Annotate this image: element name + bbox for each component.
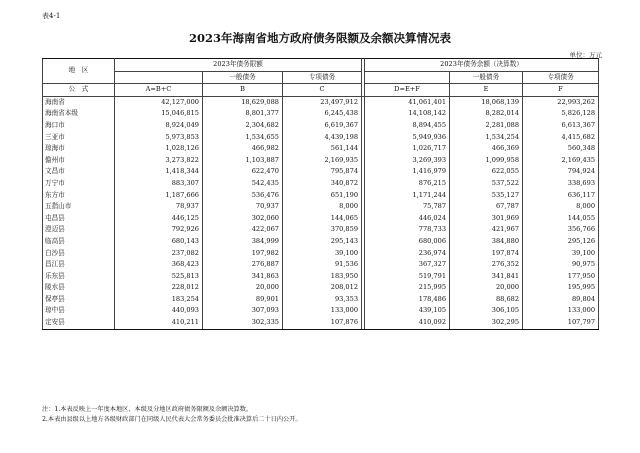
region-name: 海口市: [43, 120, 115, 132]
table-row: [43, 282, 599, 294]
page-title: 2023年海南省地方政府债务限额及余额决算情况表: [188, 31, 451, 45]
balance-special: 177,950: [523, 271, 599, 283]
limit-total: 440,093: [115, 305, 203, 317]
limit-total: 5,973,853: [115, 132, 203, 144]
region-header: 地 区: [43, 59, 115, 84]
table-row: [43, 166, 599, 178]
balance-special: 90,975: [523, 259, 599, 271]
balance-special: 22,993,262: [523, 96, 599, 108]
balance-special: 89,804: [523, 294, 599, 306]
region-name: 琼中县: [43, 305, 115, 317]
balance-special: 133,000: [523, 305, 599, 317]
balance-general: 20,000: [450, 282, 523, 294]
limit-special: 133,000: [283, 305, 362, 317]
limit-total: 237,082: [115, 248, 203, 260]
formula-f: F: [523, 84, 599, 97]
limit-special: 795,874: [283, 166, 362, 178]
balance-general: 535,127: [450, 190, 523, 202]
balance-total: 14,108,142: [365, 108, 450, 120]
limit-general: 70,937: [203, 201, 283, 213]
limit-general: 2,304,682: [203, 120, 283, 132]
balance-general: 1,099,958: [450, 155, 523, 167]
header-row-group: [43, 59, 599, 72]
limit-total: 228,012: [115, 282, 203, 294]
balance-total: 215,995: [365, 282, 450, 294]
balance-special: 5,826,128: [523, 108, 599, 120]
balance-total: 876,215: [365, 178, 450, 190]
balance-general: 466,369: [450, 143, 523, 155]
limit-general: 302,060: [203, 213, 283, 225]
limit-general: 536,476: [203, 190, 283, 202]
limit-total: 3,273,822: [115, 155, 203, 167]
balance-total: 680,006: [365, 236, 450, 248]
region-name: 海南省本级: [43, 108, 115, 120]
region-name: 琼海市: [43, 143, 115, 155]
table-row: [43, 224, 599, 236]
footnote-1: 注：1.本表反映上一年度本地区、本级及分地区政府债务限额及余额决算数。: [42, 406, 253, 413]
balance-special: 2,169,435: [523, 155, 599, 167]
limit-special: 295,143: [283, 236, 362, 248]
balance-general: 537,522: [450, 178, 523, 190]
balance-total: 778,733: [365, 224, 450, 236]
balance-special: 794,924: [523, 166, 599, 178]
limit-total: 680,143: [115, 236, 203, 248]
limit-special: 39,100: [283, 248, 362, 260]
balance-total: 439,105: [365, 305, 450, 317]
balance-special: 39,100: [523, 248, 599, 260]
limit-general: 341,863: [203, 271, 283, 283]
balance-general: 421,967: [450, 224, 523, 236]
limit-special: 6,619,367: [283, 120, 362, 132]
balance-total: 1,416,979: [365, 166, 450, 178]
table-row: [43, 259, 599, 271]
balance-special: 338,693: [523, 178, 599, 190]
region-name: 五指山市: [43, 201, 115, 213]
region-name: 定安县: [43, 317, 115, 329]
limit-general: 1,534,655: [203, 132, 283, 144]
region-name: 保亭县: [43, 294, 115, 306]
formula-row: [43, 84, 599, 97]
balance-general: 306,105: [450, 305, 523, 317]
limit-total: 1,187,666: [115, 190, 203, 202]
limit-total: 1,418,344: [115, 166, 203, 178]
region-name: 海南省: [43, 96, 115, 108]
limit-total: 792,926: [115, 224, 203, 236]
balance-total: 41,061,401: [365, 96, 450, 108]
limit-total: 8,924,049: [115, 120, 203, 132]
region-name: 临高县: [43, 236, 115, 248]
balance-general: 301,969: [450, 213, 523, 225]
balance-general: 341,841: [450, 271, 523, 283]
region-name: 三亚市: [43, 132, 115, 144]
limit-general: 18,629,088: [203, 96, 283, 108]
limit-general: 89,901: [203, 294, 283, 306]
limit-special: 208,012: [283, 282, 362, 294]
formula-e: E: [450, 84, 523, 97]
limit-general-header: 一般债务: [203, 71, 283, 84]
balance-special: 107,797: [523, 317, 599, 329]
limit-special: 23,497,912: [283, 96, 362, 108]
formula-d: D=E+F: [365, 84, 450, 97]
balance-special: 560,348: [523, 143, 599, 155]
footnotes: [42, 405, 302, 425]
table-row: [43, 201, 599, 213]
balance-special: 144,055: [523, 213, 599, 225]
formula-a: A=B+C: [115, 84, 203, 97]
limit-group-header: 2023年债务限额: [115, 59, 362, 72]
region-name: 昌江县: [43, 259, 115, 271]
limit-special: 561,144: [283, 143, 362, 155]
table-row: [43, 132, 599, 144]
region-name: 东方市: [43, 190, 115, 202]
balance-special: 6,613,367: [523, 120, 599, 132]
limit-total: 42,127,000: [115, 96, 203, 108]
balance-total-header: [365, 71, 450, 84]
balance-total: 178,486: [365, 294, 450, 306]
table-row: [43, 317, 599, 329]
balance-special: 295,126: [523, 236, 599, 248]
limit-total: 1,028,126: [115, 143, 203, 155]
limit-special: 93,353: [283, 294, 362, 306]
table-row: [43, 178, 599, 190]
table-row: [43, 155, 599, 167]
limit-general: 1,103,887: [203, 155, 283, 167]
table-row: [43, 294, 599, 306]
limit-general: 302,335: [203, 317, 283, 329]
region-name: 乐东县: [43, 271, 115, 283]
balance-general: 1,534,254: [450, 132, 523, 144]
table-row: [43, 190, 599, 202]
table-row: [43, 96, 599, 108]
region-name: 文昌市: [43, 166, 115, 178]
limit-special: 651,190: [283, 190, 362, 202]
limit-general: 622,470: [203, 166, 283, 178]
balance-total: 410,092: [365, 317, 450, 329]
balance-general: 622,055: [450, 166, 523, 178]
balance-general: 384,880: [450, 236, 523, 248]
table-row: [43, 248, 599, 260]
formula-label: 公 式: [43, 84, 115, 97]
balance-total: 1,026,717: [365, 143, 450, 155]
balance-total: 3,269,393: [365, 155, 450, 167]
balance-special: 356,766: [523, 224, 599, 236]
limit-special: 91,536: [283, 259, 362, 271]
limit-total: 525,813: [115, 271, 203, 283]
limit-total: 183,254: [115, 294, 203, 306]
limit-general: 197,982: [203, 248, 283, 260]
region-name: 万宁市: [43, 178, 115, 190]
region-name: 儋州市: [43, 155, 115, 167]
limit-total: 883,307: [115, 178, 203, 190]
balance-special: 4,415,682: [523, 132, 599, 144]
region-name: 澄迈县: [43, 224, 115, 236]
limit-total: 78,937: [115, 201, 203, 213]
formula-b: B: [203, 84, 283, 97]
balance-special: 195,995: [523, 282, 599, 294]
region-name: 白沙县: [43, 248, 115, 260]
limit-special: 2,169,935: [283, 155, 362, 167]
limit-general: 307,093: [203, 305, 283, 317]
balance-special-header: 专项债务: [523, 71, 599, 84]
limit-general: 276,887: [203, 259, 283, 271]
debt-table: [42, 58, 599, 330]
limit-general: 422,067: [203, 224, 283, 236]
limit-special: 8,000: [283, 201, 362, 213]
balance-general: 18,068,139: [450, 96, 523, 108]
table-row: [43, 120, 599, 132]
balance-general: 276,352: [450, 259, 523, 271]
unit-label: 单位：万元: [569, 51, 602, 59]
balance-general: 8,282,014: [450, 108, 523, 120]
limit-general: 20,000: [203, 282, 283, 294]
table-row: [43, 271, 599, 283]
balance-total: 446,024: [365, 213, 450, 225]
limit-total: 15,046,815: [115, 108, 203, 120]
balance-total: 1,171,244: [365, 190, 450, 202]
balance-general: 67,787: [450, 201, 523, 213]
footnote-2: 2.本表由县级以上地方各级财政部门在同级人民代表大会常务委员会批准决算后二十日内公开。: [42, 416, 302, 423]
limit-special: 144,065: [283, 213, 362, 225]
table-body: [43, 96, 599, 329]
limit-total: 446,125: [115, 213, 203, 225]
balance-general: 2,281,088: [450, 120, 523, 132]
balance-total: 519,791: [365, 271, 450, 283]
table-row: [43, 213, 599, 225]
limit-special-header: 专项债务: [283, 71, 362, 84]
region-name: 陵水县: [43, 282, 115, 294]
balance-total: 5,949,936: [365, 132, 450, 144]
balance-special: 636,117: [523, 190, 599, 202]
limit-special: 4,439,198: [283, 132, 362, 144]
limit-special: 183,950: [283, 271, 362, 283]
limit-general: 8,801,377: [203, 108, 283, 120]
balance-general: 302,295: [450, 317, 523, 329]
balance-special: 8,000: [523, 201, 599, 213]
balance-group-header: 2023年债务余额（决算数）: [365, 59, 599, 72]
limit-special: 340,872: [283, 178, 362, 190]
balance-general: 88,682: [450, 294, 523, 306]
header-row-sub: [43, 71, 599, 84]
balance-total: 367,327: [365, 259, 450, 271]
limit-total: 410,211: [115, 317, 203, 329]
balance-total: 8,894,455: [365, 120, 450, 132]
limit-special: 107,876: [283, 317, 362, 329]
table-row: [43, 108, 599, 120]
formula-c: C: [283, 84, 362, 97]
balance-general-header: 一般债务: [450, 71, 523, 84]
limit-general: 384,999: [203, 236, 283, 248]
limit-general: 466,982: [203, 143, 283, 155]
balance-total: 75,787: [365, 201, 450, 213]
table-row: [43, 305, 599, 317]
table-number: 表4-1: [42, 12, 61, 20]
limit-total-header: [115, 71, 203, 84]
limit-general: 542,435: [203, 178, 283, 190]
limit-total: 368,423: [115, 259, 203, 271]
table-row: [43, 236, 599, 248]
balance-total: 236,974: [365, 248, 450, 260]
region-name: 屯昌县: [43, 213, 115, 225]
balance-general: 197,874: [450, 248, 523, 260]
limit-special: 6,245,438: [283, 108, 362, 120]
limit-special: 370,859: [283, 224, 362, 236]
table-row: [43, 143, 599, 155]
